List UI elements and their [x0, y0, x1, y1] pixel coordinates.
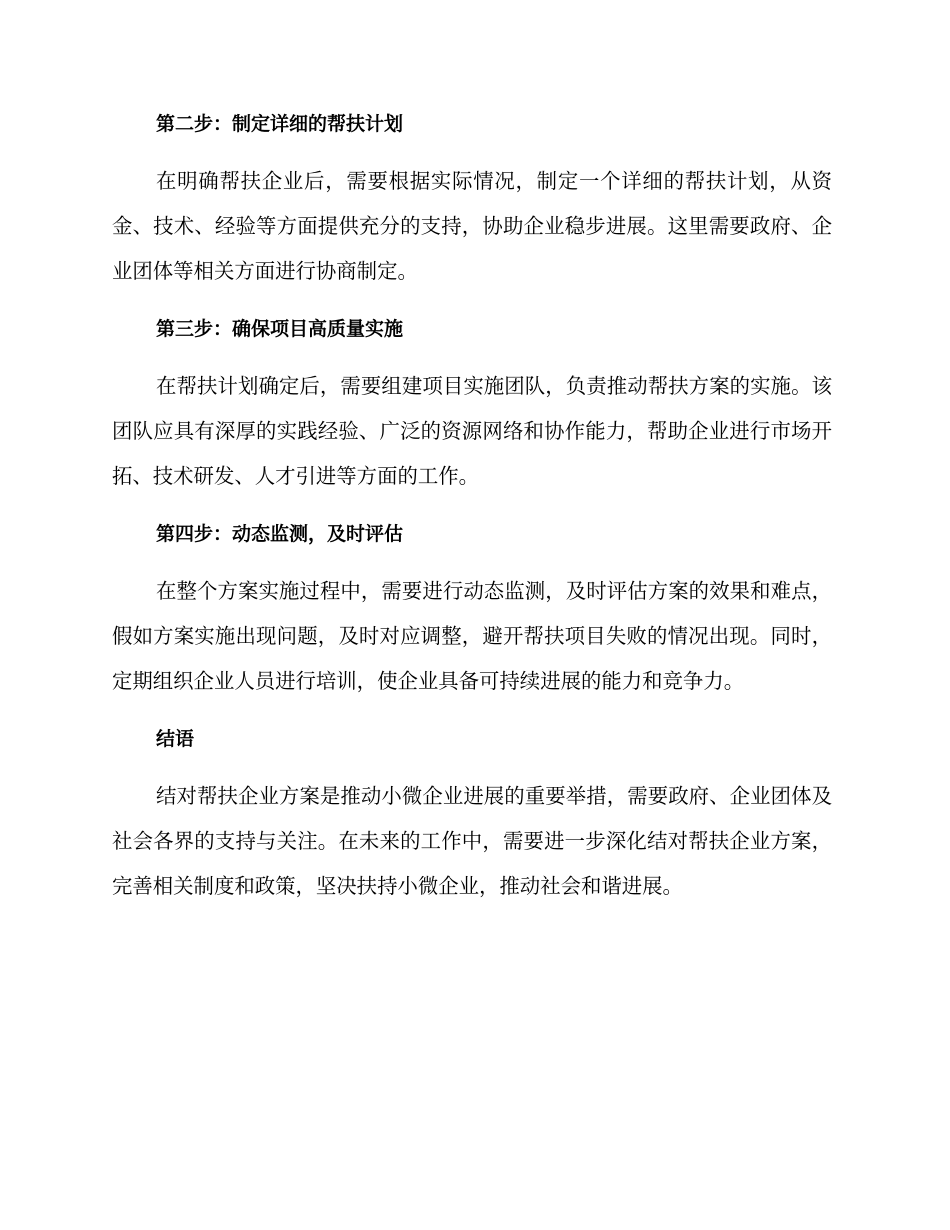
document-page [112, 112, 832, 932]
section-heading: 第三步：确保项目高质量实施 [156, 318, 404, 340]
section-heading: 第四步：动态监测，及时评估 [156, 523, 404, 545]
section-paragraph: 在整个方案实施过程中，需要进行动态监测，及时评估方案的效果和难点，假如方案实施出现问题，及时对应调整，避开帮扶项目失败的情况出现。同时，定期组织企业人员进行培训，使企业具备可持续进展的能力和竞争力。 [112, 579, 832, 693]
section-heading: 结语 [156, 728, 195, 750]
section-step-two [112, 112, 832, 294]
section-heading: 第二步：制定详细的帮扶计划 [156, 113, 404, 135]
section-paragraph: 结对帮扶企业方案是推动小微企业进展的重要举措，需要政府、企业团体及社会各界的支持与关注。在未来的工作中，需要进一步深化结对帮扶企业方案，完善相关制度和政策，坚决扶持小微企业，推动社会和谐进展。 [112, 784, 832, 898]
section-paragraph: 在帮扶计划确定后，需要组建项目实施团队，负责推动帮扶方案的实施。该团队应具有深厚的实践经验、广泛的资源网络和协作能力，帮助企业进行市场开拓、技术研发、人才引进等方面的工作。 [112, 374, 832, 488]
section-paragraph: 在明确帮扶企业后，需要根据实际情况，制定一个详细的帮扶计划，从资金、技术、经验等方面提供充分的支持，协助企业稳步进展。这里需要政府、企业团体等相关方面进行协商制定。 [112, 169, 832, 283]
section-conclusion [112, 727, 832, 909]
section-step-three [112, 317, 832, 499]
section-step-four [112, 522, 832, 704]
